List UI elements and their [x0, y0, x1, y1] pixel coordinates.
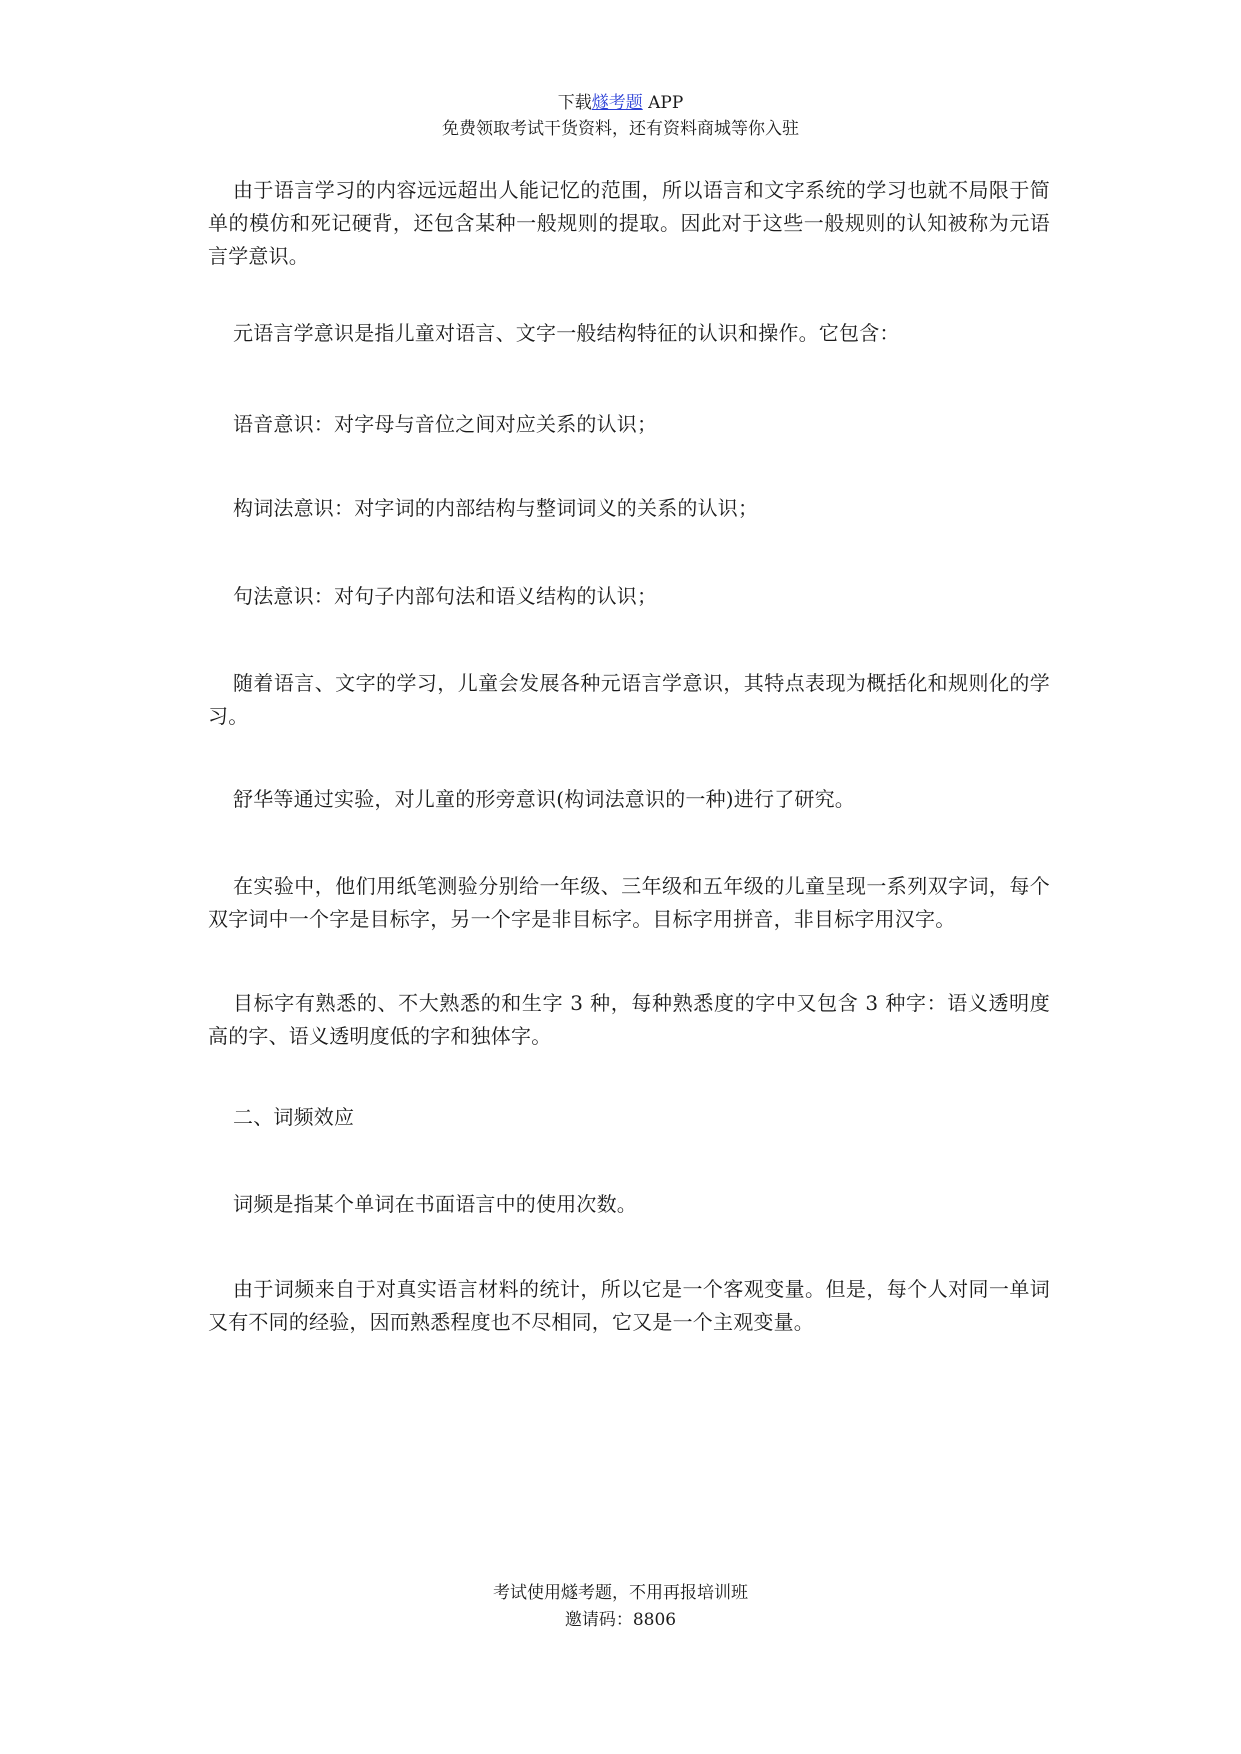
header-prefix: 下载: [557, 93, 592, 113]
paragraph-9: 目标字有熟悉的、不大熟悉的和生字 3 种，每种熟悉度的字中又包含 3 种字：语义透明度高的字、语义透明度低的字和独体字。: [208, 991, 1050, 1048]
footer-invite-code: 邀请码：8806: [564, 1610, 677, 1630]
page-footer: [0, 1580, 1241, 1634]
paragraph-3: 语音意识：对字母与音位之间对应关系的认识；: [233, 412, 658, 436]
paragraph-1: 由于语言学习的内容远远超出人能记忆的范围，所以语言和文字系统的学习也就不局限于简单的模仿和死记硬背，还包含某种一般规则的提取。因此对于这些一般规则的认知被称为元语言学意识。: [208, 178, 1050, 268]
app-link[interactable]: 燧考题: [591, 93, 643, 113]
paragraph-7: 舒华等通过实验，对儿童的形旁意识(构词法意识的一种)进行了研究。: [233, 787, 856, 811]
page-header: [0, 90, 1241, 142]
paragraph-5: 句法意识：对句子内部句法和语义结构的认识；: [233, 584, 658, 608]
paragraph-10: 词频是指某个单词在书面语言中的使用次数。: [233, 1192, 637, 1216]
section-heading: 二、词频效应: [233, 1105, 355, 1129]
header-subtitle: 免费领取考试干货资料，还有资料商城等你入驻: [442, 119, 799, 139]
header-download-line: [0, 90, 1241, 116]
footer-slogan: 考试使用燧考题，不用再报培训班: [493, 1583, 748, 1603]
paragraph-4: 构词法意识：对字词的内部结构与整词词义的关系的认识；: [233, 496, 759, 520]
paragraph-8: 在实验中，他们用纸笔测验分别给一年级、三年级和五年级的儿童呈现一系列双字词，每个双字词中一个字是目标字，另一个字是非目标字。目标字用拼音，非目标字用汉字。: [208, 874, 1050, 931]
paragraph-6: 随着语言、文字的学习，儿童会发展各种元语言学意识，其特点表现为概括化和规则化的学习。: [208, 671, 1050, 728]
paragraph-2: 元语言学意识是指儿童对语言、文字一般结构特征的认识和操作。它包含：: [233, 321, 900, 345]
paragraph-11: 由于词频来自于对真实语言材料的统计，所以它是一个客观变量。但是，每个人对同一单词又有不同的经验，因而熟悉程度也不尽相同，它又是一个主观变量。: [208, 1277, 1050, 1334]
header-suffix: APP: [648, 93, 684, 113]
